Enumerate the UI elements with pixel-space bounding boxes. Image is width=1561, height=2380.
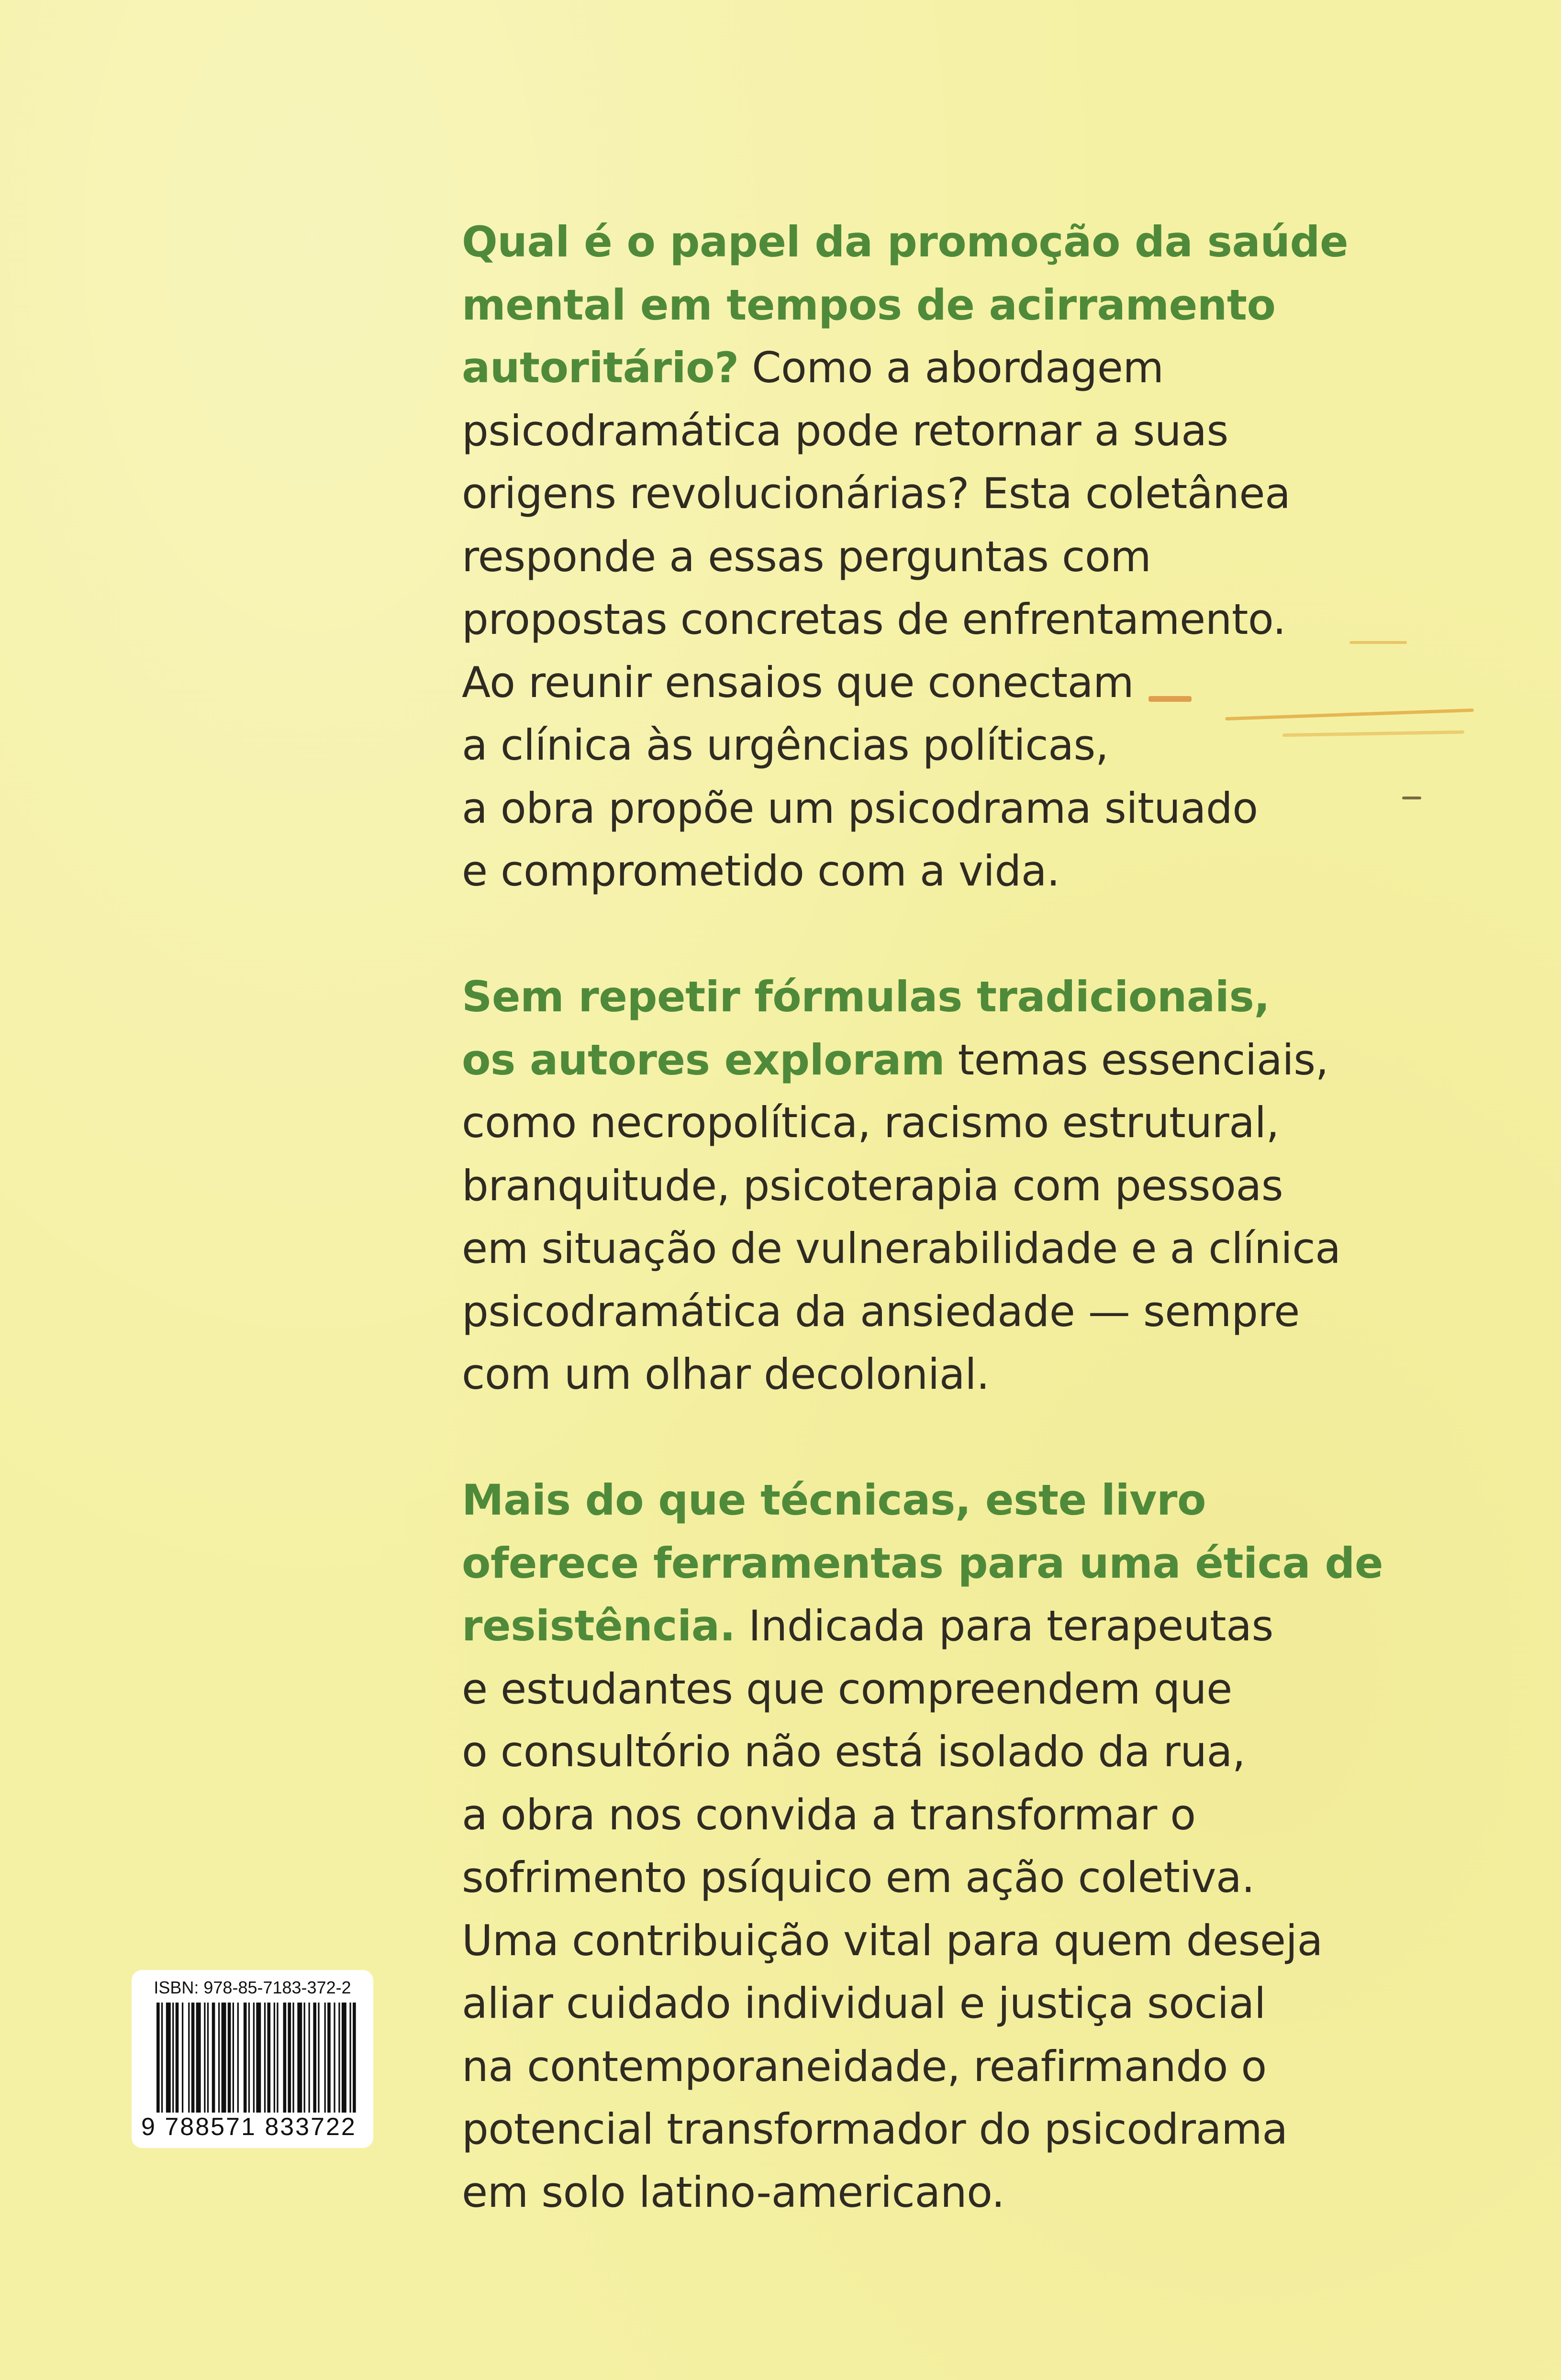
text-line: [462, 1217, 1371, 1280]
highlighted-text: autoritário?: [462, 343, 739, 392]
paragraph: [462, 965, 1371, 1406]
body-text: como necropolítica, racismo estrutural,: [462, 1098, 1280, 1147]
barcode-bar: [244, 2003, 247, 2113]
text-line: [462, 1532, 1383, 1595]
barcode-bar: [318, 2003, 319, 2113]
barcode-bar: [349, 2003, 351, 2113]
barcode-bar: [233, 2003, 234, 2113]
barcode-bar: [353, 2003, 356, 2113]
text-line: [462, 588, 1371, 651]
barcode-bar: [267, 2003, 270, 2113]
barcode-bar: [292, 2003, 294, 2113]
body-text: a obra propõe um psicodrama situado: [462, 783, 1258, 833]
barcode-bar: [228, 2003, 231, 2113]
barcode-bar: [264, 2003, 266, 2113]
barcode-bar: [297, 2003, 302, 2113]
barcode-bar: [313, 2003, 316, 2113]
barcode-bar: [256, 2003, 261, 2113]
text-line: [462, 1783, 1371, 1847]
text-line: [462, 210, 1371, 274]
barcode-bar: [188, 2003, 190, 2113]
body-text: branquitude, psicoterapia com pessoas: [462, 1161, 1283, 1210]
back-cover-text: [462, 210, 1383, 2287]
isbn-barcode: [132, 1970, 373, 2148]
text-line: [462, 274, 1371, 337]
body-text: a obra nos convida a transformar o: [462, 1790, 1196, 1839]
barcode-bar: [308, 2003, 310, 2113]
body-text: o consultório não está isolado da rua,: [462, 1727, 1246, 1776]
barcode-bar: [212, 2003, 215, 2113]
text-line: [462, 965, 1371, 1029]
barcode-bar: [324, 2003, 326, 2113]
barcode-bar: [237, 2003, 239, 2113]
text-line: [462, 1720, 1371, 1783]
body-text: e comprometido com a vida.: [462, 846, 1060, 896]
barcode-bar: [156, 2003, 160, 2113]
highlighted-text: Sem repetir fórmulas tradicionais,: [462, 972, 1270, 1021]
text-line: [462, 1154, 1371, 1218]
text-line: [462, 1909, 1371, 1972]
body-text: Uma contribuição vital para quem deseja: [462, 1915, 1323, 1965]
text-line: [462, 2161, 1371, 2224]
barcode-bar: [218, 2003, 220, 2113]
barcode-bars: [156, 2003, 357, 2113]
barcode-bar: [283, 2003, 287, 2113]
paragraph: [462, 1469, 1383, 2224]
text-line: [462, 2035, 1371, 2098]
highlighted-text: mental em tempos de acirramento: [462, 280, 1276, 330]
barcode-bar: [334, 2003, 335, 2113]
body-text: Ao reunir ensaios que conectam: [462, 657, 1134, 707]
barcode-digits: 9 788571 833722: [141, 2113, 357, 2141]
barcode-bar: [304, 2003, 305, 2113]
barcode-bar: [338, 2003, 340, 2113]
text-line: [462, 1469, 1371, 1532]
barcode-bar: [248, 2003, 250, 2113]
isbn-label: ISBN: 978-85-7183-372-2: [154, 1978, 351, 1997]
body-text: a clínica às urgências políticas,: [462, 720, 1109, 770]
body-text: psicodramática pode retornar a suas: [462, 406, 1228, 455]
barcode-bar: [196, 2003, 201, 2113]
text-line: [462, 2098, 1371, 2161]
text-line: [462, 777, 1371, 840]
barcode-bar: [166, 2003, 171, 2113]
highlighted-text: Mais do que técnicas, este livro: [462, 1475, 1206, 1525]
text-line: [462, 1594, 1371, 1658]
barcode-bar: [207, 2003, 209, 2113]
highlighted-text: oferece ferramentas para uma ética de: [462, 1538, 1383, 1588]
text-line: [462, 840, 1371, 903]
barcode-bar: [182, 2003, 183, 2113]
body-text: Indicada para terapeutas: [735, 1601, 1273, 1650]
barcode-bar: [253, 2003, 255, 2113]
body-text: propostas concretas de enfrentamento.: [462, 595, 1286, 644]
body-text: com um olhar decolonial.: [462, 1350, 990, 1399]
body-text: psicodramática da ansiedade — sempre: [462, 1286, 1300, 1336]
body-text: origens revolucionárias? Esta coletânea: [462, 469, 1291, 518]
text-line: [462, 1343, 1371, 1406]
text-line: [462, 714, 1371, 777]
body-text: aliar cuidado individual e justiça social: [462, 1979, 1266, 2028]
barcode-bar: [172, 2003, 174, 2113]
barcode-bar: [222, 2003, 226, 2113]
text-line: [462, 525, 1371, 588]
barcode-bar: [342, 2003, 346, 2113]
barcode-bar: [277, 2003, 278, 2113]
body-text: Como a abordagem: [738, 343, 1164, 392]
barcode-bar: [191, 2003, 195, 2113]
body-text: em situação de vulnerabilidade e a clínica: [462, 1224, 1341, 1273]
text-line: [462, 1972, 1371, 2035]
body-text: temas essenciais,: [945, 1035, 1329, 1085]
body-text: sofrimento psíquico em ação coletiva.: [462, 1853, 1255, 1902]
paint-stain: [1402, 797, 1421, 799]
body-text: na contemporaneidade, reafirmando o: [462, 2041, 1267, 2091]
text-line: [462, 1658, 1371, 1721]
highlighted-text: os autores exploram: [462, 1035, 945, 1085]
barcode-bar: [288, 2003, 291, 2113]
text-line: [462, 1846, 1371, 1909]
body-text: responde a essas perguntas com: [462, 531, 1151, 581]
text-line: [462, 1091, 1371, 1154]
body-text: em solo latino-americano.: [462, 2167, 1005, 2217]
text-line: [462, 1029, 1371, 1092]
barcode-bar: [274, 2003, 275, 2113]
text-line: [462, 462, 1371, 525]
paragraph: [462, 210, 1371, 903]
text-line: [462, 399, 1371, 463]
text-line: [462, 336, 1371, 399]
highlighted-text: resistência.: [462, 1601, 736, 1650]
barcode-bar: [176, 2003, 179, 2113]
barcode-bar: [204, 2003, 205, 2113]
highlighted-text: Qual é o papel da promoção da saúde: [462, 217, 1349, 266]
paint-stain: [1148, 696, 1192, 702]
text-line: [462, 1280, 1371, 1343]
paint-stain: [1349, 641, 1407, 644]
barcode-bar: [327, 2003, 331, 2113]
body-text: e estudantes que compreendem que: [462, 1664, 1232, 1714]
body-text: potencial transformador do psicodrama: [462, 2104, 1288, 2154]
text-line: [462, 651, 1371, 714]
barcode-bar: [161, 2003, 163, 2113]
